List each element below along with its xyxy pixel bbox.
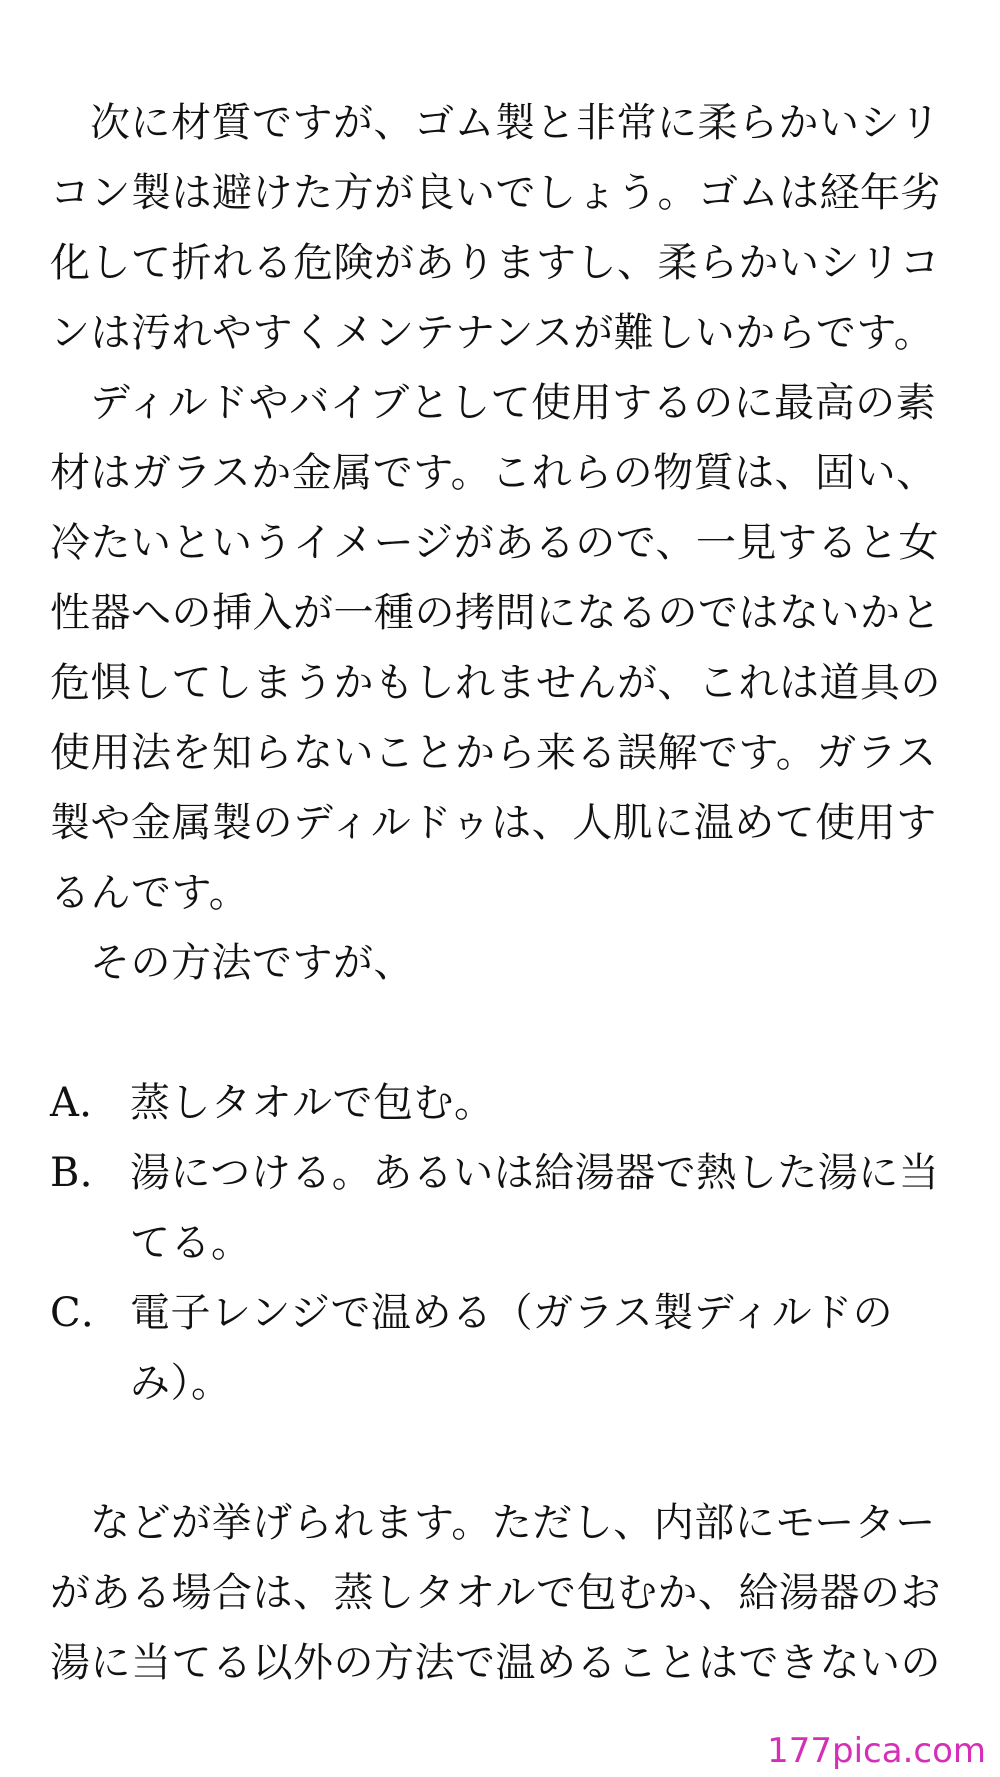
paragraph-glass-metal: ディルドやバイブとして使用するのに最高の素材はガラスか金属です。これらの物質は、固い、冷たいというイメージがあるので、一見すると女性器への挿入が一種の拷問になるのではないかと危惧してしまうかもしれませんが、これは道具の使用法を知らないことから来る誤解です。ガラス製や金属製のディルドゥは、人肌に温めて使用するんです。	[50, 380, 941, 916]
list-marker: A．	[50, 1080, 120, 1126]
blank-line	[50, 998, 950, 1068]
list-marker: C．	[50, 1290, 122, 1336]
paragraph-method-intro: その方法ですが、	[90, 940, 414, 986]
list-item	[50, 1068, 950, 1138]
method-list	[50, 1068, 950, 1418]
list-item	[50, 1138, 950, 1278]
list-item	[50, 1278, 950, 1418]
blank-line	[50, 1418, 950, 1488]
text-body	[50, 88, 950, 1698]
list-item-text: 電子レンジで温める（ガラス製ディルドのみ）。	[130, 1290, 894, 1406]
list-marker: B．	[50, 1150, 121, 1196]
paragraph-material: 次に材質ですが、ゴム製と非常に柔らかいシリコン製は避けた方が良いでしょう。ゴムは経年劣化して折れる危険がありますし、柔らかいシリコンは汚れやすくメンテナンスが難しいからです。	[50, 100, 941, 356]
list-item-text: 蒸しタオルで包む。	[130, 1080, 495, 1126]
watermark-text: 177pica.com	[767, 1731, 986, 1771]
paragraph-motor-note: などが挙げられます。ただし、内部にモーターがある場合は、蒸しタオルで包むか、給湯器のお湯に当てる以外の方法で温めることはできないの	[50, 1500, 941, 1686]
list-item-text: 湯につける。あるいは給湯器で熱した湯に当てる。	[130, 1150, 940, 1266]
